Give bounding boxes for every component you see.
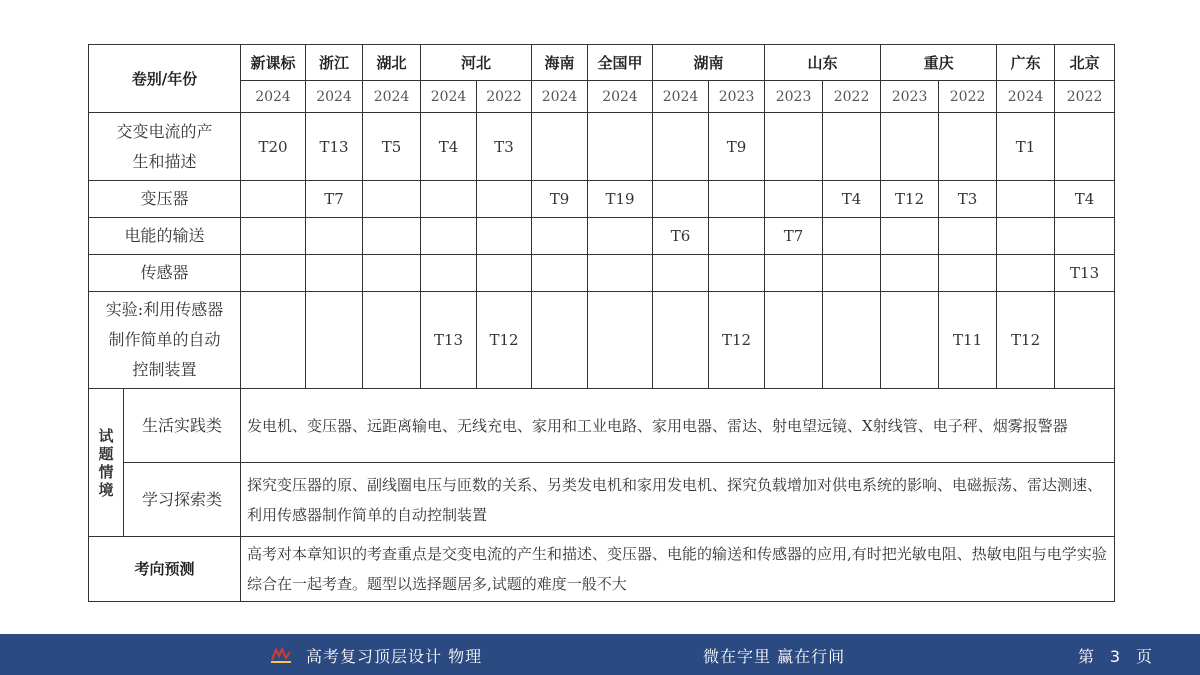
table-cell bbox=[709, 181, 765, 218]
forecast-label: 考向预测 bbox=[89, 537, 241, 602]
table-cell bbox=[532, 292, 588, 389]
table-cell: T12 bbox=[477, 292, 532, 389]
region-header: 河北 bbox=[421, 45, 532, 81]
table-cell: T5 bbox=[363, 113, 421, 181]
region-header: 全国甲 bbox=[588, 45, 653, 81]
footer-slogan: 微在字里 赢在行间 bbox=[703, 647, 846, 666]
table-cell: T4 bbox=[421, 113, 477, 181]
year-header: 2023 bbox=[709, 81, 765, 113]
table-cell: T12 bbox=[709, 292, 765, 389]
topic-label: 变压器 bbox=[89, 181, 241, 218]
table-cell bbox=[363, 292, 421, 389]
context-row bbox=[89, 463, 1115, 537]
table-row bbox=[89, 218, 1115, 255]
year-header: 2024 bbox=[421, 81, 477, 113]
table-cell: T12 bbox=[881, 181, 939, 218]
table-row bbox=[89, 255, 1115, 292]
table-cell bbox=[653, 181, 709, 218]
table-cell bbox=[881, 292, 939, 389]
year-header: 2022 bbox=[477, 81, 532, 113]
table-cell bbox=[241, 181, 306, 218]
table-cell bbox=[306, 218, 363, 255]
context-text: 探究变压器的原、副线圈电压与匝数的关系、另类发电机和家用发电机、探究负载增加对供电系统的影响、电磁振荡、雷达测速、利用传感器制作简单的自动控制装置 bbox=[241, 463, 1115, 537]
table-cell: T3 bbox=[477, 113, 532, 181]
table-cell bbox=[588, 218, 653, 255]
table-cell: T12 bbox=[997, 292, 1055, 389]
context-label: 学习探索类 bbox=[124, 463, 241, 537]
table-cell: T1 bbox=[997, 113, 1055, 181]
table-cell: T7 bbox=[765, 218, 823, 255]
table-cell bbox=[532, 113, 588, 181]
table-cell: T4 bbox=[823, 181, 881, 218]
table-cell bbox=[532, 218, 588, 255]
table-cell bbox=[765, 181, 823, 218]
table-cell bbox=[477, 255, 532, 292]
table-cell bbox=[532, 255, 588, 292]
table-cell bbox=[765, 113, 823, 181]
year-header: 2022 bbox=[939, 81, 997, 113]
table-cell bbox=[881, 218, 939, 255]
table-cell bbox=[421, 181, 477, 218]
table-cell: T4 bbox=[1055, 181, 1115, 218]
table-cell bbox=[823, 255, 881, 292]
table-cell: T6 bbox=[653, 218, 709, 255]
table-cell bbox=[881, 113, 939, 181]
table-cell bbox=[421, 218, 477, 255]
table-cell bbox=[477, 218, 532, 255]
table-cell bbox=[363, 218, 421, 255]
table-cell bbox=[306, 292, 363, 389]
table-cell bbox=[363, 255, 421, 292]
table-cell bbox=[241, 255, 306, 292]
table-cell bbox=[653, 113, 709, 181]
table-cell bbox=[241, 218, 306, 255]
table-cell bbox=[241, 292, 306, 389]
table-cell: T9 bbox=[532, 181, 588, 218]
table-cell bbox=[1055, 113, 1115, 181]
year-header: 2024 bbox=[997, 81, 1055, 113]
table-cell: T19 bbox=[588, 181, 653, 218]
table-cell: T13 bbox=[421, 292, 477, 389]
region-header: 重庆 bbox=[881, 45, 997, 81]
region-header: 湖南 bbox=[653, 45, 765, 81]
table-cell: T13 bbox=[1055, 255, 1115, 292]
table-cell bbox=[588, 292, 653, 389]
forecast-text: 高考对本章知识的考查重点是交变电流的产生和描述、变压器、电能的输送和传感器的应用,有时把光敏电阻、热敏电阻与电学实验综合在一起考查。题型以选择题居多,试题的难度一般不大 bbox=[241, 537, 1115, 602]
footer-title: 高考复习顶层设计 物理 bbox=[306, 647, 483, 666]
table-cell bbox=[709, 255, 765, 292]
table-cell bbox=[588, 113, 653, 181]
corner-header: 卷别/年份 bbox=[89, 45, 241, 113]
footer-bar bbox=[0, 634, 1200, 675]
table-cell bbox=[823, 218, 881, 255]
table-cell bbox=[421, 255, 477, 292]
region-header: 新课标 bbox=[241, 45, 306, 81]
table-cell bbox=[939, 255, 997, 292]
exam-analysis-table bbox=[88, 44, 1115, 602]
publisher-logo-icon bbox=[270, 646, 292, 664]
region-header: 山东 bbox=[765, 45, 881, 81]
table-cell bbox=[588, 255, 653, 292]
page-indicator bbox=[1078, 644, 1152, 667]
context-text: 发电机、变压器、远距离输电、无线充电、家用和工业电路、家用电器、雷达、射电望远镜、X射线管、电子秤、烟雾报警器 bbox=[241, 389, 1115, 463]
year-header: 2024 bbox=[532, 81, 588, 113]
context-row bbox=[89, 389, 1115, 463]
topic-label: 实验:利用传感器制作简单的自动控制装置 bbox=[89, 292, 241, 389]
table-cell bbox=[653, 292, 709, 389]
table-cell bbox=[306, 255, 363, 292]
table-row bbox=[89, 292, 1115, 389]
region-header: 广东 bbox=[997, 45, 1055, 81]
forecast-row bbox=[89, 537, 1115, 602]
topic-label: 传感器 bbox=[89, 255, 241, 292]
table-cell bbox=[477, 181, 532, 218]
table-cell bbox=[653, 255, 709, 292]
year-header: 2022 bbox=[823, 81, 881, 113]
table-cell bbox=[1055, 292, 1115, 389]
year-header: 2024 bbox=[241, 81, 306, 113]
topic-label: 交变电流的产生和描述 bbox=[89, 113, 241, 181]
table-cell bbox=[709, 218, 765, 255]
table-row bbox=[89, 113, 1115, 181]
year-header: 2024 bbox=[653, 81, 709, 113]
table-cell bbox=[939, 113, 997, 181]
table-cell bbox=[1055, 218, 1115, 255]
region-header: 湖北 bbox=[363, 45, 421, 81]
year-header: 2024 bbox=[306, 81, 363, 113]
table-cell bbox=[823, 292, 881, 389]
table-cell: T9 bbox=[709, 113, 765, 181]
table-cell: T13 bbox=[306, 113, 363, 181]
table-cell: T7 bbox=[306, 181, 363, 218]
table-cell: T20 bbox=[241, 113, 306, 181]
region-header: 浙江 bbox=[306, 45, 363, 81]
year-header: 2023 bbox=[765, 81, 823, 113]
table-cell: T11 bbox=[939, 292, 997, 389]
context-label: 生活实践类 bbox=[124, 389, 241, 463]
year-header: 2023 bbox=[881, 81, 939, 113]
table-cell bbox=[765, 255, 823, 292]
page-number: 3 bbox=[1109, 647, 1121, 666]
table-row bbox=[89, 181, 1115, 218]
table-cell bbox=[997, 255, 1055, 292]
table-cell bbox=[997, 181, 1055, 218]
year-header: 2024 bbox=[363, 81, 421, 113]
region-header: 海南 bbox=[532, 45, 588, 81]
page-prefix: 第 bbox=[1078, 647, 1095, 666]
table-cell bbox=[997, 218, 1055, 255]
table-cell bbox=[765, 292, 823, 389]
table-cell bbox=[939, 218, 997, 255]
region-header: 北京 bbox=[1055, 45, 1115, 81]
table-cell bbox=[823, 113, 881, 181]
table-cell bbox=[881, 255, 939, 292]
context-group-label: 试题情境 bbox=[89, 389, 124, 537]
year-header: 2024 bbox=[588, 81, 653, 113]
topic-label: 电能的输送 bbox=[89, 218, 241, 255]
year-header: 2022 bbox=[1055, 81, 1115, 113]
page-suffix: 页 bbox=[1136, 647, 1153, 666]
table-cell bbox=[363, 181, 421, 218]
table-cell: T3 bbox=[939, 181, 997, 218]
